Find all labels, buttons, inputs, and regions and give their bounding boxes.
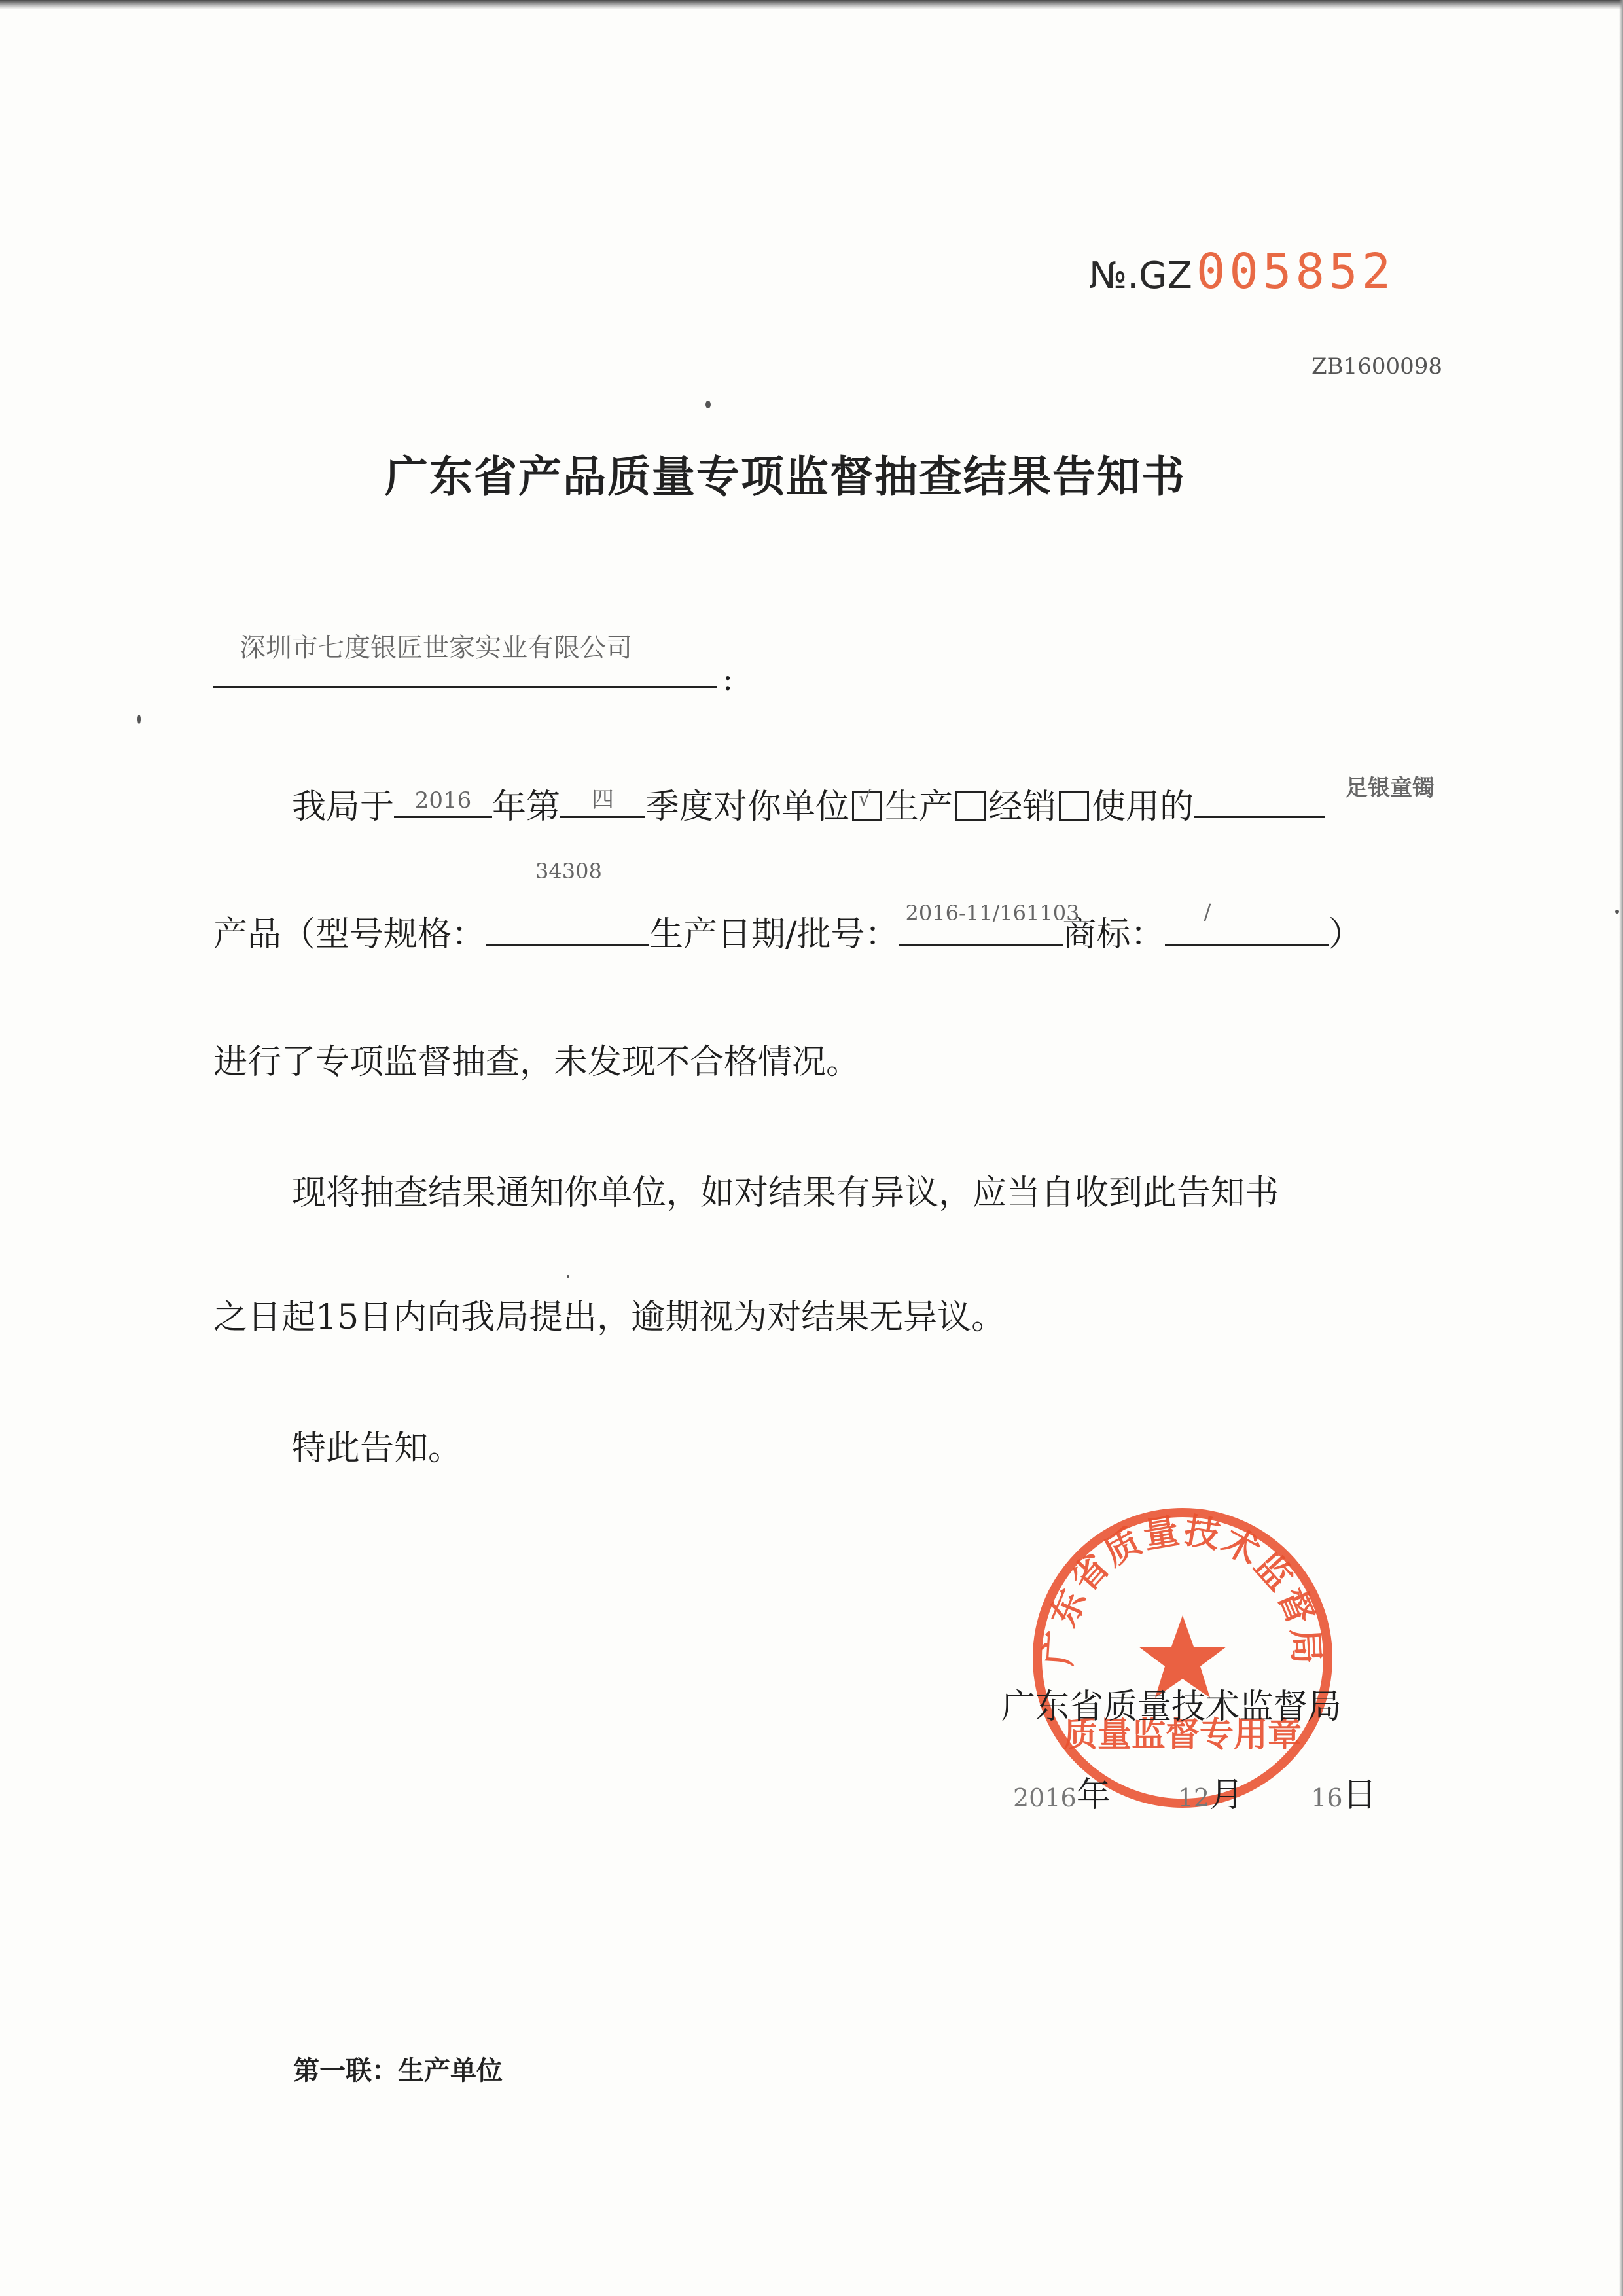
seal-outer-text: 广东省质量技术监督局 <box>1037 1509 1328 1668</box>
year-value: 2016 <box>414 787 472 814</box>
distribution-checkbox <box>955 791 986 821</box>
serial-number <box>1089 243 1395 300</box>
seal-inner-text: 质量监督专用章 <box>1063 1715 1302 1755</box>
option-distribution: 经销 <box>988 787 1057 827</box>
date-year: 2016 <box>1013 1784 1077 1812</box>
line2-text-3: 商标： <box>1062 915 1165 954</box>
body-line-2 <box>213 859 1363 956</box>
addressee-colon: : <box>722 661 734 698</box>
option-production: 生产 <box>885 787 954 827</box>
line2-text-1: 产品（型号规格： <box>213 915 486 954</box>
addressee-name: 深圳市七度银匠世家实业有限公司 <box>240 633 632 663</box>
model-blank <box>486 859 649 946</box>
body-line-1 <box>292 779 1325 828</box>
date-month: 12 <box>1177 1784 1210 1812</box>
date-month-label: 月 <box>1209 1776 1244 1815</box>
line2-text-4: ） <box>1328 915 1363 954</box>
quarter-blank <box>560 782 645 818</box>
serial-digits: 005852 <box>1196 243 1395 300</box>
model-value: 34308 <box>535 859 602 884</box>
date-day-label: 日 <box>1342 1776 1377 1815</box>
quarter-value: 四 <box>592 787 615 813</box>
scan-speck <box>137 715 141 724</box>
scan-edge-top <box>0 0 1623 9</box>
line1-text-1: 我局于 <box>292 787 395 827</box>
trademark-value: / <box>1204 899 1211 924</box>
body-line-4: 现将抽查结果通知你单位，如对结果有异议，应当自收到此告知书 <box>292 1174 1279 1213</box>
issuing-agency: 广东省质量技术监督局 <box>1001 1687 1342 1727</box>
document-code: ZB1600098 <box>1311 353 1443 380</box>
use-checkbox <box>1059 791 1089 821</box>
scan-edge-right <box>1619 0 1623 2296</box>
issue-date <box>1013 1767 1377 1816</box>
batch-value: 2016-11/161103 <box>905 901 1080 925</box>
body-line-3: 进行了专项监督抽查，未发现不合格情况。 <box>213 1043 861 1082</box>
date-day: 16 <box>1311 1784 1343 1812</box>
serial-prefix: №.GZ <box>1089 255 1192 297</box>
line1-text-2: 年第 <box>492 787 561 827</box>
addressee-underline <box>213 686 717 688</box>
product-name: 足银童镯 <box>1346 775 1435 801</box>
page-title: 广东省产品质量专项监督抽查结果告知书 <box>385 452 1186 502</box>
official-seal <box>1029 1504 1336 1812</box>
scan-speck <box>705 401 711 408</box>
scan-speck <box>1615 910 1619 914</box>
product-blank <box>1194 782 1325 818</box>
addressee <box>213 627 734 698</box>
production-checkbox <box>852 786 882 821</box>
line2-text-2: 生产日期/批号： <box>649 915 899 954</box>
date-year-label: 年 <box>1076 1776 1111 1815</box>
year-blank <box>394 782 492 818</box>
batch-blank <box>899 901 1080 946</box>
body-line-5: 之日起15日内向我局提出，逾期视为对结果无异议。 <box>213 1298 1006 1337</box>
option-use: 使用的 <box>1092 787 1194 827</box>
copy-label: 第一联：生产单位 <box>293 2056 503 2086</box>
scan-speck <box>567 1275 569 1278</box>
line1-text-3: 季度对你单位 <box>645 787 850 827</box>
body-line-6: 特此告知。 <box>292 1429 463 1468</box>
check-mark-icon: √ <box>858 786 872 811</box>
trademark-blank <box>1165 899 1329 946</box>
